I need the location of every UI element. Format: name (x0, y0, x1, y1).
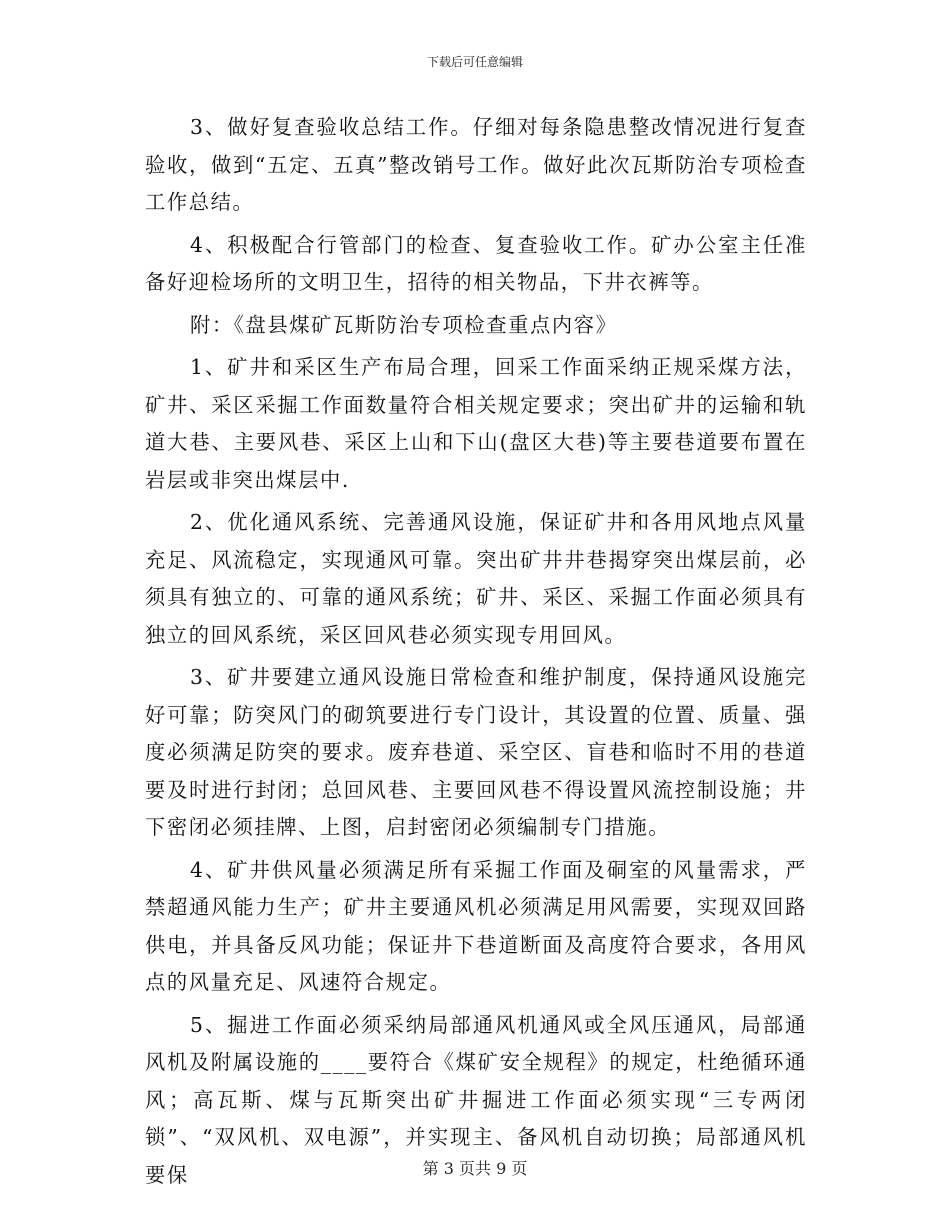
appendix-title: 附：《盘县煤矿瓦斯防治专项检查重点内容》 (190, 312, 618, 337)
paragraph-cooperate-inspection: 4、积极配合行管部门的检查、复查验收工作。矿办公室主任准备好迎检场所的文明卫生，招待的相关物品，下井衣裤等。 (145, 232, 807, 294)
paragraph-ventilation-system: 2、优化通风系统、完善通风设施，保证矿井和各用风地点风量充足、风流稳定，实现通风可靠。突出矿井井巷揭穿突出煤层前，必须具有独立的、可靠的通风系统；矿井、采区、采掘工作面必须具有独立的回风系统，采区回风巷必须实现专用回风。 (145, 510, 807, 647)
paragraph-ventilation-facilities: 3、矿井要建立通风设施日常检查和维护制度，保持通风设施完好可靠；防突风门的砌筑要进行专门设计，其设置的位置、质量、强度必须满足防突的要求。废弃巷道、采空区、盲巷和临时不用的巷道要及时进行封闭；总回风巷、主要回风巷不得设置风流控制设施；井下密闭必须挂牌、上图，启封密闭必须编制专门措施。 (145, 665, 807, 839)
paragraph-air-supply: 4、矿井供风量必须满足所有采掘工作面及硐室的风量需求，严禁超通风能力生产；矿井主要通风机必须满足用风需要，实现双回路供电，并具备反风功能；保证井下巷道断面及高度符合要求，各用风点的风量充足、风速符合规定。 (145, 857, 807, 994)
paragraph-local-fan: 5、掘进工作面必须采纳局部通风机通风或全风压通风，局部通风机及附属设施的____要符合《煤矿安全规程》的规定，杜绝循环通风；高瓦斯、煤与瓦斯突出矿井掘进工作面必须实现“三专两闭锁”、“双风机、双电源”，并实现主、备风机自动切换；局部通风机要保 (145, 1012, 807, 1187)
paragraph-mine-layout: 1、矿井和采区生产布局合理，回采工作面采纳正规采煤方法，矿井、采区采掘工作面数量符合相关规定要求；突出矿井的运输和轨道大巷、主要风巷、采区上山和下山(盘区大巷)等主要巷道要布置在岩层或非突出煤层中. (145, 355, 807, 492)
page-header: 下载后可任意编辑 (426, 55, 523, 69)
page-number-footer: 第 3 页共 9 页 (422, 1159, 528, 1178)
paragraph-review-acceptance: 3、做好复查验收总结工作。仔细对每条隐患整改情况进行复查验收，做到“五定、五真”整改销号工作。做好此次瓦斯防治专项检查工作总结。 (145, 115, 807, 214)
document-body (145, 109, 807, 1199)
